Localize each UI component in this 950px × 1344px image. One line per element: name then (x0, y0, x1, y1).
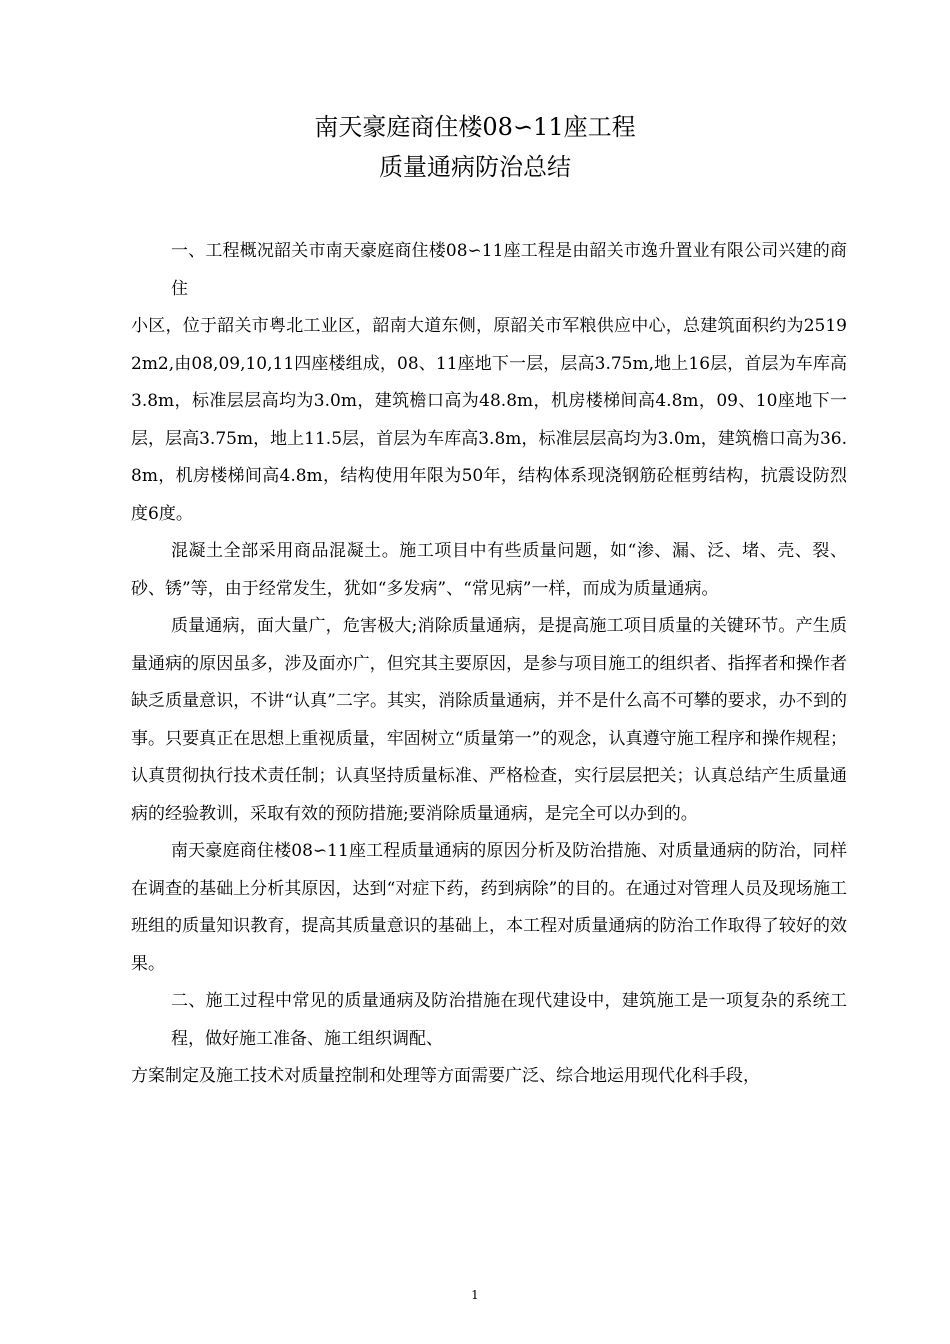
paragraph-quality-defects: 质量通病，面大量广，危害极大;消除质量通病，是提高施工项目质量的关键环节。产生质量通病的原因虽多，涉及面亦广，但究其主要原因，是参与项目施工的组织者、指挥者和操作者缺乏质量意识，不讲“认真”二字。其实，消除质量通病，并不是什么高不可攀的要求，办不到的事。只要真正在思想上重视质量，牢固树立“质量第一”的观念，认真遵守施工程序和操作规程；认真贯彻执行技术责任制；认真坚持质量标准、严格检查，实行层层把关；认真总结产生质量通病的经验教训，采取有效的预防措施;要消除质量通病，是完全可以办到的。 (131, 616, 847, 824)
document-title-line-1: 南天豪庭商住楼08∽11座工程 (314, 113, 636, 141)
paragraph-section-two: 方案制定及施工技术对质量控制和处理等方面需要广泛、综合地运用现代化科手段， (131, 1066, 760, 1086)
document-body (131, 233, 847, 1096)
page-number: 1 (471, 1288, 479, 1302)
paragraph-analysis: 南天豪庭商住楼08∽11座工程质量通病的原因分析及防治措施、对质量通病的防治，同样在调查的基础上分析其原因，达到“对症下药，药到病除”的目的。在通过对管理人员及现场施工班组的质量知识教育，提高其质量意识的基础上，本工程对质量通病的防治工作取得了较好的效果。 (131, 841, 847, 974)
paragraph-project-overview-heading: 一、工程概况韶关市南天豪庭商住楼08∽11座工程是由韶关市逸升置业有限公司兴建的商住 (171, 241, 847, 299)
paragraph-section-two-heading: 二、施工过程中常见的质量通病及防治措施在现代建设中，建筑施工是一项复杂的系统工程，做好施工准备、施工组织调配、 (171, 991, 847, 1049)
paragraph-project-overview: 小区，位于韶关市粤北工业区，韶南大道东侧，原韶关市军粮供应中心，总建筑面积约为25192m2,由08,09,10,11四座楼组成，08、11座地下一层，层高3.75m,地上16层，首层为车库高3.8m，标准层层高均为3.0m，建筑檐口高为48.8m，机房楼梯间高4.8m，09、10座地下一层，层高3.75m，地上11.5层，首层为车库高3.8m，标准层层高均为3.0m，建筑檐口高为36.8m，机房楼梯间高4.8m，结构使用年限为50年，结构体系现浇钢筋砼框剪结构，抗震设防烈度6度。 (131, 316, 847, 524)
document-title-line-2: 质量通病防治总结 (379, 153, 571, 181)
paragraph-concrete: 混凝土全部采用商品混凝土。施工项目中有些质量问题，如“渗、漏、泛、堵、壳、裂、砂、锈”等，由于经常发生，犹如“多发病”、“常见病”一样，而成为质量通病。 (131, 541, 847, 599)
